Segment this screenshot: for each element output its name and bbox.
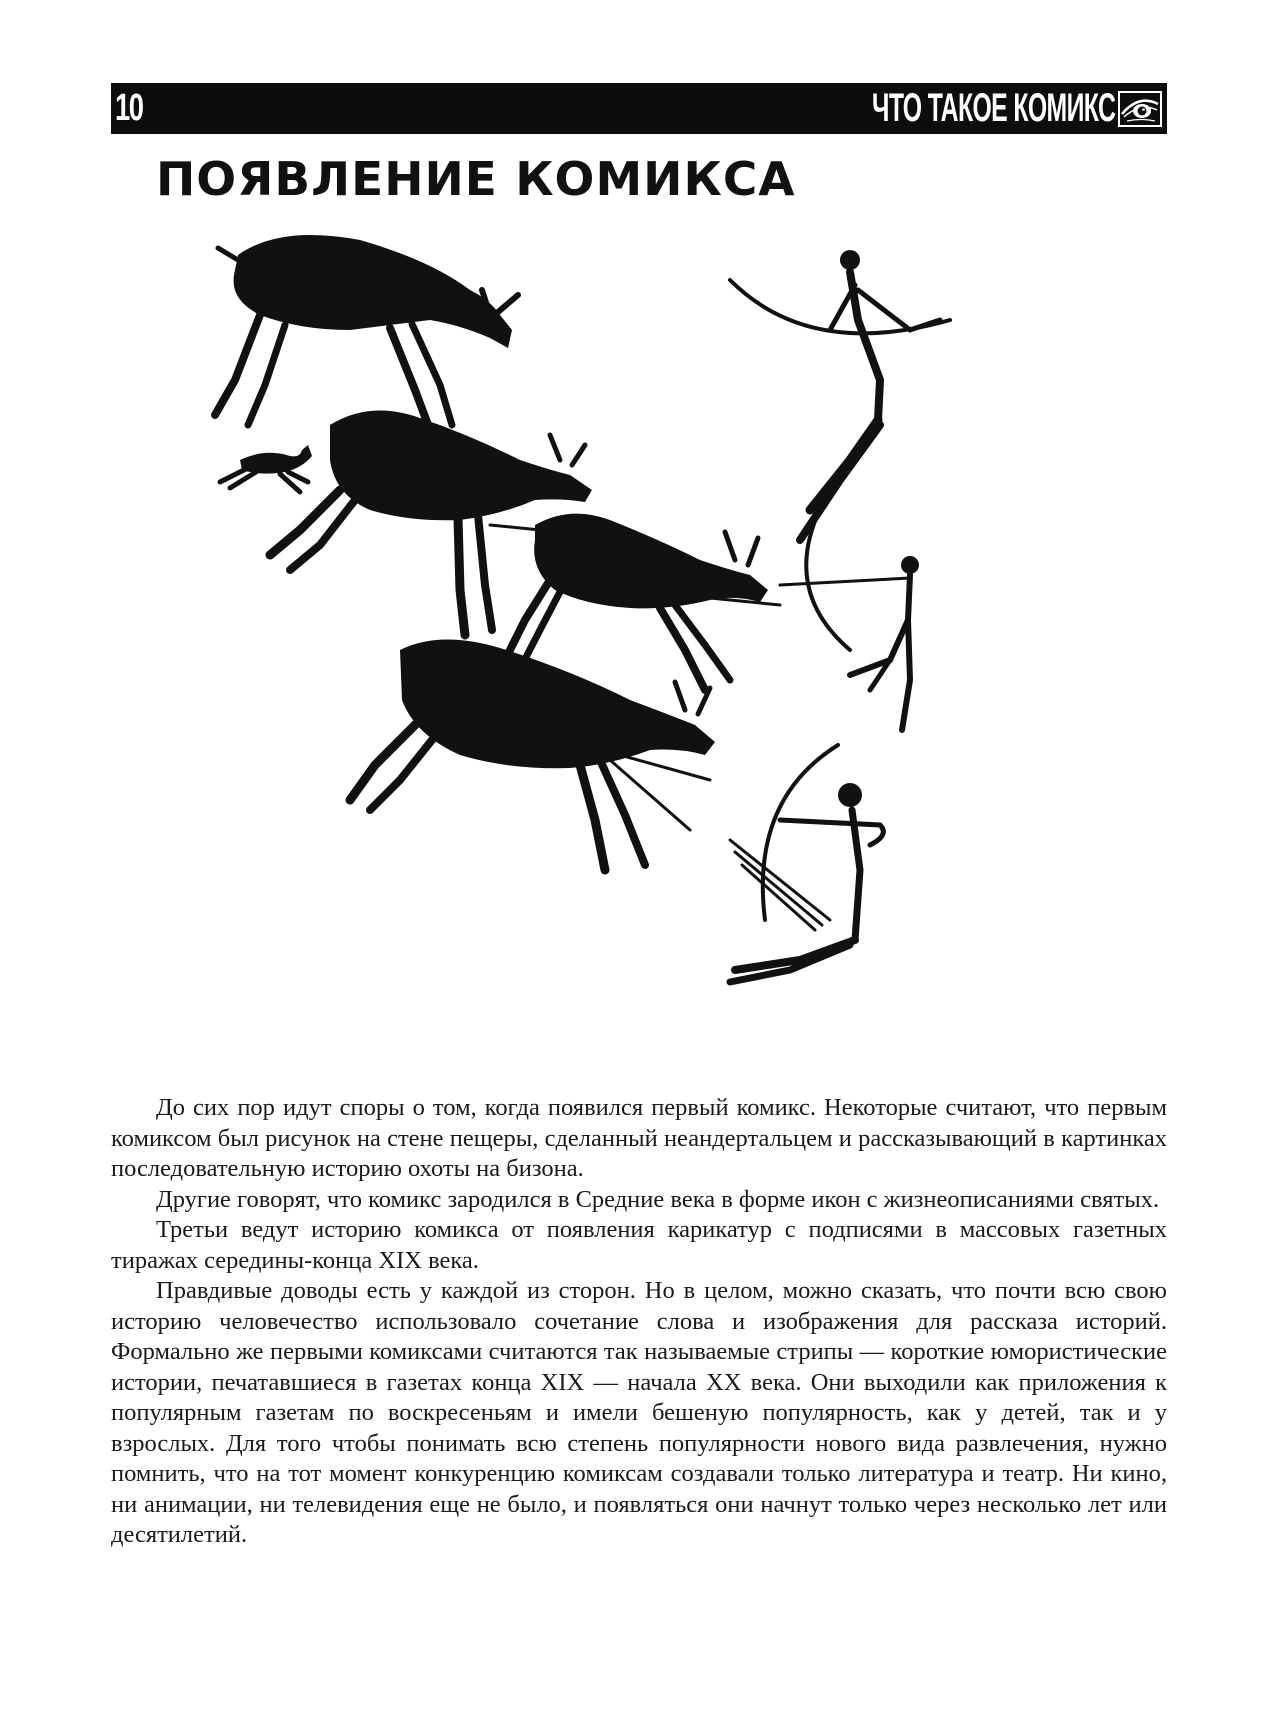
deer-top: [215, 235, 518, 430]
paragraph-3: Третьи ведут историю комикса от появления карикатур с подписями в массовых газетных тиражах середины-конца XIX века.: [111, 1216, 1167, 1274]
paragraph-1: До сих пор идут споры о том, когда появился первый комикс. Некоторые считают, что первым комиксом был рисунок на стене пещеры, сделанный неандертальцем и рассказывающий в картинках последовательную историю охоты на бизона.: [111, 1094, 1167, 1182]
section-label: [723, 83, 1163, 134]
archer-bottom: [730, 745, 883, 982]
cave-painting-illustration: [190, 220, 1100, 1080]
page-number: 10: [115, 87, 143, 129]
paragraph-4: Правдивые доводы есть у каждой из сторон. Но в целом, можно сказать, что почти всю свою историю человечество использовало сочетание слова и изображения для рассказа историй. Формально же первыми комиксами считаются так называемые стрипы — короткие юмористические истории, печатавшиеся в газетах конца XIX — начала XX века. Они выходили как приложения к популярным газетам по воскресеньям и имели бешеную популярность, как у детей, так и у взрослых. Для того чтобы понимать всю степень популярности нового вида развлечения, нужно помнить, что на тот момент конкуренцию комиксам создавали только литература и театр. Ни кино, ни анимации, ни телевидения еще не было, и появляться они начнут только через несколько лет или десятилетий.: [111, 1277, 1167, 1548]
hunter-top: [730, 250, 950, 540]
deer-running: [505, 514, 780, 690]
running-header: [111, 83, 1167, 134]
eye-icon: [1117, 90, 1163, 128]
paragraph-2: Другие говорят, что комикс зародился в Средние века в форме икон с жизнеописаниями святых.: [156, 1185, 1160, 1213]
deer-small: [220, 445, 312, 492]
deer-bottom: [350, 639, 715, 870]
section-title: ЧТО ТАКОЕ КОМИКС: [871, 86, 1115, 130]
page-title: ПОЯВЛЕНИЕ КОМИКСА: [156, 152, 796, 206]
article-body: [111, 1093, 1167, 1551]
